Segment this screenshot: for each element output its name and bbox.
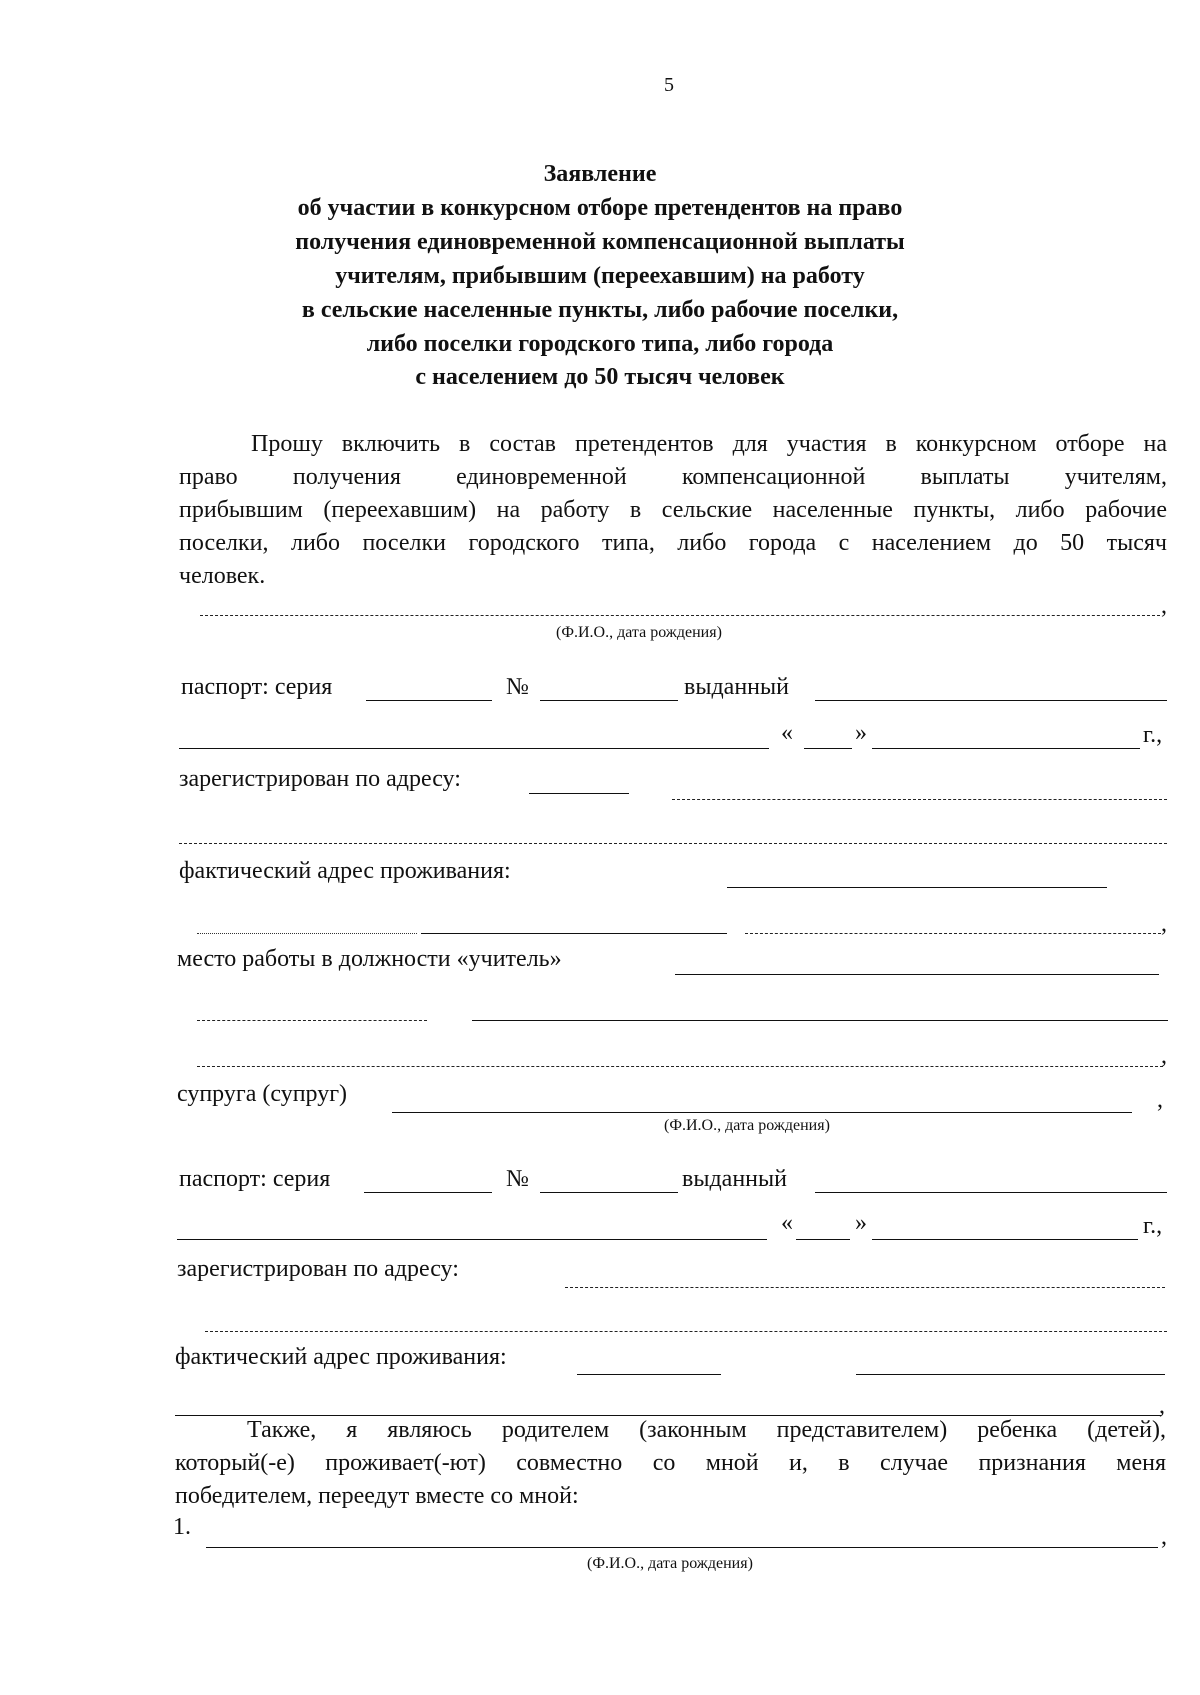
applicant-quote-open: « [781,720,793,746]
spouse-actual-address-field-cont[interactable] [856,1374,1165,1375]
spouse-issued-by-field-2[interactable] [177,1239,767,1240]
applicant-registered-field-cont[interactable] [672,799,1167,800]
applicant-registered-field-2[interactable] [179,843,1167,844]
spouse-passport-series-field[interactable] [364,1192,492,1193]
children-line-3: победителем, переедут вместе со мной: [175,1483,579,1509]
spouse-label: супруга (супруг) [177,1081,348,1107]
applicant-issued-by-field[interactable] [815,700,1167,701]
spouse-quote-close: » [855,1210,867,1236]
intro-line-1: Прошу включить в состав претендентов для участия в конкурсном отборе на [251,431,1167,457]
spouse-issue-month-field[interactable] [872,1239,1138,1240]
spouse-passport-number-field[interactable] [540,1192,678,1193]
applicant-year-suffix: г., [1143,722,1163,748]
spouse-registered-label: зарегистрирован по адресу: [177,1256,459,1282]
title-line-3: получения единовременной компенсационной выплаты [295,229,905,255]
applicant-registered-label: зарегистрирован по адресу: [179,766,461,792]
applicant-quote-close: » [855,720,867,746]
applicant-actual-address-field-2c[interactable] [745,933,1161,934]
comma: , [1161,593,1167,619]
intro-paragraph [179,428,1167,593]
intro-line-5: человек. [179,563,266,589]
intro-line-3: прибывшим (переехавшим) на работу в сельские населенные пункты, либо рабочие [179,497,1167,523]
applicant-issue-day-field[interactable] [804,748,852,749]
applicant-workplace-field-2a[interactable] [197,1020,427,1021]
title-line-6: либо поселки городского типа, либо города [366,331,834,357]
applicant-workplace-field-2b[interactable] [472,1020,1168,1021]
intro-line-2: право получения единовременной компенсационной выплаты учителям, [179,464,1167,490]
applicant-workplace-label: место работы в должности «учитель» [177,946,562,972]
title-line-1: Заявление [543,161,657,187]
title-line-2: об участии в конкурсном отборе претендентов на право [297,195,903,221]
applicant-passport-label: паспорт: серия [181,674,333,700]
applicant-issued-label: выданный [684,674,789,700]
applicant-passport-number-field[interactable] [540,700,678,701]
applicant-fio-field[interactable] [200,615,1160,616]
applicant-number-sign: № [506,674,529,700]
applicant-issue-month-field[interactable] [872,748,1140,749]
applicant-registered-field[interactable] [529,793,629,794]
applicant-issued-by-field-2[interactable] [179,748,769,749]
spouse-actual-address-label: фактический адрес проживания: [175,1344,507,1370]
spouse-issue-day-field[interactable] [796,1239,850,1240]
title-line-4: учителям, прибывшим (переехавшим) на работу [335,263,865,289]
spouse-quote-open: « [781,1210,793,1236]
comma: , [1161,911,1167,937]
intro-line-4: поселки, либо поселки городского типа, либо города с населением до 50 тысяч [179,530,1167,556]
spouse-issued-by-field[interactable] [815,1192,1167,1193]
comma: , [1157,1087,1163,1113]
comma: , [1159,1393,1165,1419]
title-line-5: в сельские населенные пункты, либо рабочие поселки, [301,297,899,323]
spouse-registered-field-2[interactable] [205,1331,1167,1332]
applicant-workplace-field[interactable] [675,974,1159,975]
spouse-fio-field[interactable] [392,1112,1132,1113]
applicant-actual-address-label: фактический адрес проживания: [179,858,511,884]
child-fio-caption: (Ф.И.О., дата рождения) [587,1555,753,1572]
applicant-actual-address-field-2b[interactable] [421,933,727,934]
spouse-passport-label: паспорт: серия [179,1166,331,1192]
children-line-1: Также, я являюсь родителем (законным представителем) ребенка (детей), [247,1417,1166,1443]
children-line-2: который(-е) проживает(-ют) совместно со мной и, в случае признания меня [175,1450,1166,1476]
applicant-passport-series-field[interactable] [366,700,492,701]
applicant-workplace-field-3[interactable] [197,1066,1163,1067]
comma: , [1161,1524,1167,1550]
child-1-fio-field[interactable] [206,1547,1158,1548]
child-item-number: 1. [173,1514,191,1540]
spouse-number-sign: № [506,1166,529,1192]
spouse-issued-label: выданный [682,1166,787,1192]
comma: , [1161,1043,1167,1069]
children-paragraph [175,1414,1166,1513]
spouse-fio-caption: (Ф.И.О., дата рождения) [664,1117,830,1134]
title-line-7: с населением до 50 тысяч человек [415,364,785,390]
spouse-actual-address-field[interactable] [577,1374,721,1375]
applicant-actual-address-field-2a[interactable] [197,933,417,934]
spouse-year-suffix: г., [1143,1213,1163,1239]
page-number: 5 [664,74,674,96]
spouse-registered-field[interactable] [565,1287,1165,1288]
applicant-fio-caption: (Ф.И.О., дата рождения) [556,624,722,641]
applicant-actual-address-field[interactable] [727,887,1107,888]
